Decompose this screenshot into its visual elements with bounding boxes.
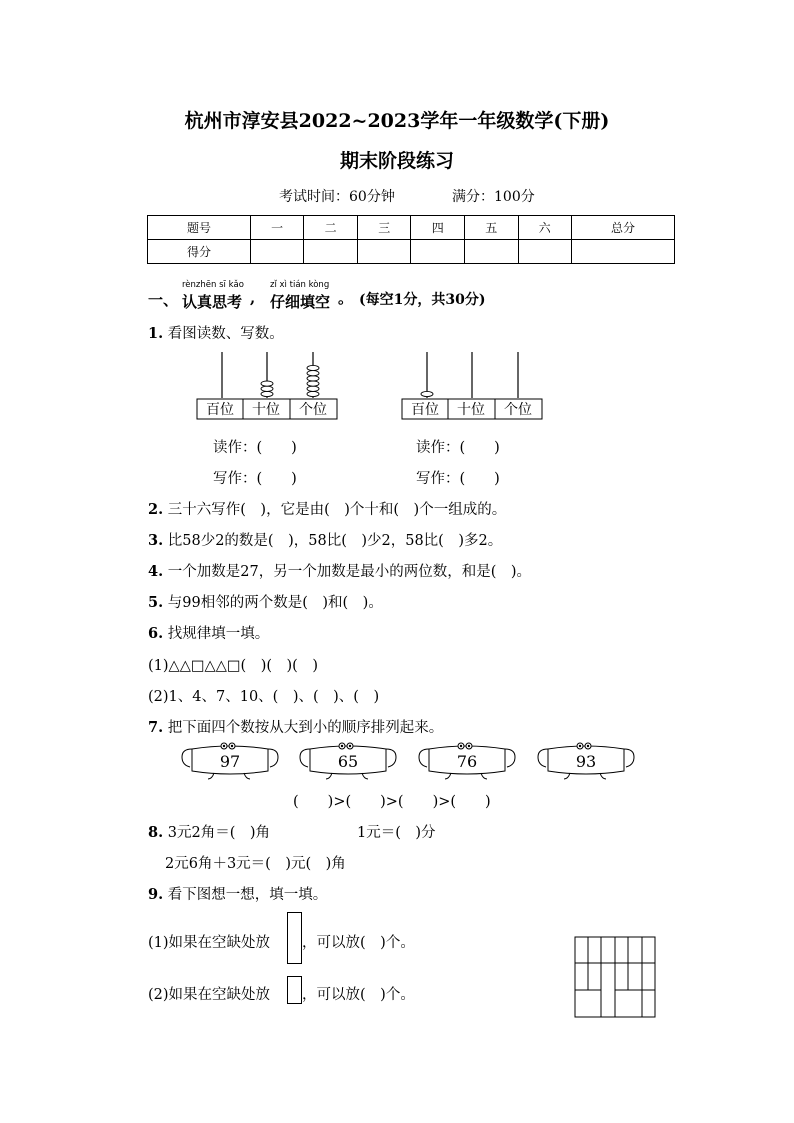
score-header-cell: 题号 bbox=[148, 216, 251, 240]
page-title: 杭州市淳安县2022~2023学年一年级数学(下册) bbox=[184, 110, 610, 132]
section-heading-part2: 仔细填空 bbox=[270, 293, 331, 311]
score-cell[interactable] bbox=[411, 240, 465, 264]
score-header-cell: 一 bbox=[250, 216, 304, 240]
small-rectangle-shape bbox=[287, 976, 302, 1004]
section-number: 一、 bbox=[148, 291, 179, 309]
score-table bbox=[147, 215, 675, 264]
abacus-beads-hundreds bbox=[421, 391, 433, 396]
score-cell[interactable] bbox=[250, 240, 304, 264]
question-9-sub1-post: ，可以放( )个。 bbox=[302, 935, 415, 951]
abacus-bead bbox=[261, 381, 273, 386]
question-8-line2: 2元6角＋3元＝( )元( )角 bbox=[165, 856, 346, 872]
card-number: 65 bbox=[337, 752, 359, 771]
question-5 bbox=[148, 591, 383, 612]
write-as-2: 写作：( ) bbox=[416, 471, 500, 487]
tall-rectangle-shape bbox=[287, 912, 302, 964]
question-text: 比58少2的数是( )，58比( )少2，58比( )多2。 bbox=[167, 533, 503, 549]
abacus-label: 个位 bbox=[299, 402, 327, 418]
score-header-cell: 六 bbox=[518, 216, 572, 240]
abacus-beads-tens bbox=[261, 381, 273, 397]
question-9 bbox=[148, 883, 327, 904]
question-number: 9. bbox=[148, 886, 164, 903]
pinyin-annotation: zǐ xì tián kòng bbox=[270, 280, 330, 290]
abacus-bead bbox=[307, 376, 319, 381]
number-card-4 bbox=[534, 741, 638, 781]
order-answer-line: ( )>( )>( )>( ) bbox=[293, 794, 491, 810]
question-text: 看下图想一想，填一填。 bbox=[167, 887, 328, 903]
question-number: 3. bbox=[148, 532, 164, 549]
number-card-1 bbox=[178, 741, 282, 781]
score-cell[interactable] bbox=[304, 240, 358, 264]
question-text: 把下面四个数按从大到小的顺序排列起来。 bbox=[167, 720, 444, 736]
question-number: 1. bbox=[148, 325, 164, 342]
question-text: 三十六写作( )，它是由( )个十和( )个一组成的。 bbox=[167, 502, 507, 518]
abacus-1 bbox=[196, 352, 338, 420]
score-cell[interactable] bbox=[465, 240, 519, 264]
question-8-line1b: 1元＝( )分 bbox=[357, 825, 436, 841]
card-number: 97 bbox=[219, 752, 241, 771]
score-cell[interactable] bbox=[518, 240, 572, 264]
question-6-sub1: (1)△△□△△□( )( )( ) bbox=[148, 658, 318, 674]
abacus-label: 百位 bbox=[411, 402, 439, 418]
abacus-bead bbox=[261, 391, 273, 396]
question-number: 5. bbox=[148, 594, 164, 611]
question-text: 找规律填一填。 bbox=[167, 626, 270, 642]
question-9-sub2-pre: (2)如果在空缺处放 bbox=[148, 987, 271, 1003]
card-number: 76 bbox=[456, 752, 478, 771]
question-number: 6. bbox=[148, 625, 164, 642]
grid-figure bbox=[574, 936, 656, 1018]
abacus-bead bbox=[307, 381, 319, 386]
read-as-1: 读作：( ) bbox=[213, 440, 297, 456]
score-header-cell: 五 bbox=[465, 216, 519, 240]
question-number: 8. bbox=[148, 824, 164, 841]
pinyin-annotation: rènzhēn sī kǎo bbox=[182, 280, 244, 290]
question-8-line1a bbox=[148, 821, 270, 842]
section-score-note: (每空1分，共30分) bbox=[359, 292, 486, 308]
question-text: 一个加数是27，另一个加数是最小的两位数，和是( )。 bbox=[167, 564, 532, 580]
score-header-cell: 三 bbox=[357, 216, 411, 240]
question-9-sub1-pre: (1)如果在空缺处放 bbox=[148, 935, 271, 951]
write-as-1: 写作：( ) bbox=[213, 471, 297, 487]
question-1 bbox=[148, 322, 284, 343]
number-card-3 bbox=[415, 741, 519, 781]
question-number: 7. bbox=[148, 719, 164, 736]
abacus-label: 百位 bbox=[206, 402, 234, 418]
score-cell[interactable] bbox=[572, 240, 675, 264]
abacus-beads-ones bbox=[307, 365, 319, 396]
card-number: 93 bbox=[575, 752, 597, 771]
abacus-bead bbox=[307, 371, 319, 376]
question-text: 与99相邻的两个数是( )和( )。 bbox=[167, 595, 383, 611]
score-cell[interactable] bbox=[357, 240, 411, 264]
score-header-cell: 四 bbox=[411, 216, 465, 240]
question-6 bbox=[148, 622, 269, 643]
question-text: 看图读数、写数。 bbox=[167, 326, 284, 342]
question-text: 3元2角＝( )角 bbox=[167, 825, 271, 841]
question-7 bbox=[148, 716, 443, 737]
abacus-bead bbox=[307, 391, 319, 396]
exam-time: 考试时间：60分钟 bbox=[279, 189, 395, 205]
abacus-2 bbox=[401, 352, 543, 420]
abacus-label: 十位 bbox=[457, 402, 485, 418]
question-4 bbox=[148, 560, 531, 581]
score-row-label: 得分 bbox=[148, 240, 251, 264]
question-9-sub2-post: ，可以放( )个。 bbox=[302, 987, 415, 1003]
section-heading-part1: 认真思考 bbox=[182, 293, 243, 311]
score-header-cell: 总分 bbox=[572, 216, 675, 240]
full-score: 满分：100分 bbox=[452, 189, 535, 205]
abacus-bead bbox=[307, 365, 319, 370]
question-6-sub2: (2)1、4、7、10、( )、( )、( ) bbox=[148, 689, 380, 705]
heading-period: 。 bbox=[338, 289, 354, 307]
question-number: 2. bbox=[148, 501, 164, 518]
score-header-cell: 二 bbox=[304, 216, 358, 240]
abacus-label: 个位 bbox=[504, 402, 532, 418]
abacus-bead bbox=[421, 391, 433, 396]
abacus-bead bbox=[307, 386, 319, 391]
question-number: 4. bbox=[148, 563, 164, 580]
heading-comma: , bbox=[250, 289, 256, 307]
abacus-label: 十位 bbox=[252, 402, 280, 418]
question-2 bbox=[148, 498, 506, 519]
number-card-2 bbox=[296, 741, 400, 781]
read-as-2: 读作：( ) bbox=[416, 440, 500, 456]
page-subtitle: 期末阶段练习 bbox=[339, 150, 454, 172]
question-3 bbox=[148, 529, 502, 550]
abacus-bead bbox=[261, 386, 273, 391]
